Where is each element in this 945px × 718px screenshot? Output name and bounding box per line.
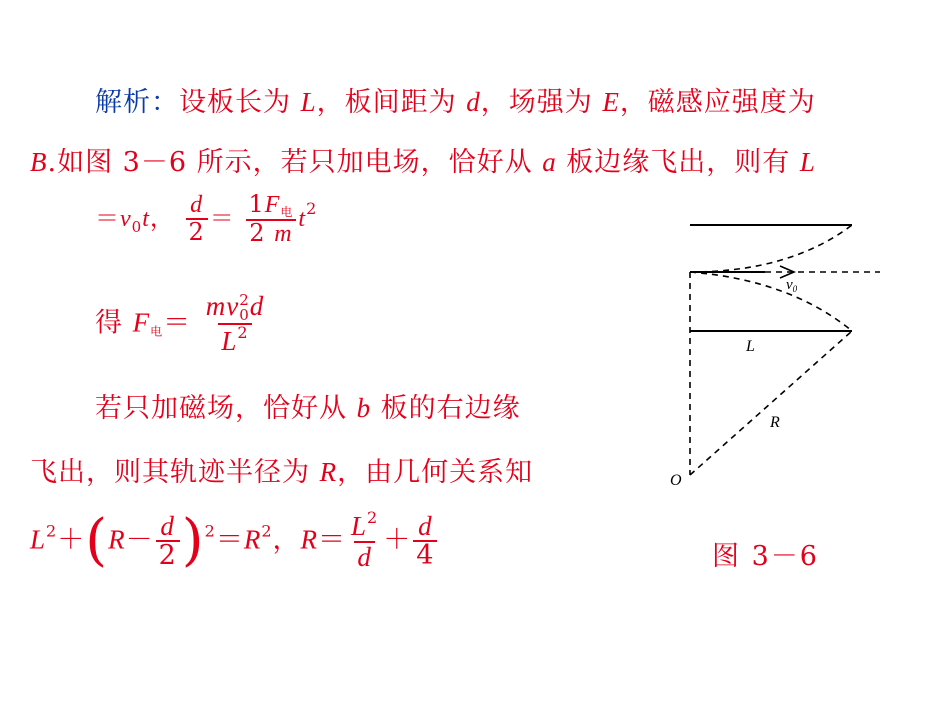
equation-electric-1: $=v_0t$， $\frac{d}{2}$ ＝ $\frac{\text{1F电}}{2 m}$ $t^2$ [95,190,318,247]
solution-line-1: 解析：设板长为 L，板间距为 d，场强为 E，磁感应强度为 [95,87,816,118]
figure-3-6 [660,205,920,505]
equation-electric-force: 得 F电＝ mv 2 0 d $L^2$ [95,292,269,356]
label-R: R [770,414,780,431]
lower-trajectory [690,272,852,331]
figure-caption: 图 3－6 [712,541,819,572]
equation-geometry: $L^2+(R-$ $\frac{d}{2}$ )$^2=R^2$，R＝ $\frac{L^2}{d}$ ＋ $\frac{d}{4}$ [30,510,439,572]
fraction-d-over-2-b: $\frac{d}{2}$ [156,512,180,571]
label-O: O [670,472,682,489]
label-L: L [746,338,755,355]
upper-trajectory [690,225,852,272]
solution-label: 解析： [95,87,179,118]
fraction-d-over-4: $\frac{d}{4}$ [413,512,437,571]
fraction-F-over-2m: $\frac{\text{1F电}}{2 m}$ [245,192,296,247]
fraction-L2-over-d: $\frac{L^2}{d}$ [351,508,379,573]
fraction-d-over-2: $\frac{d}{2}$ [186,193,208,245]
label-v0: $v_0$ [786,277,798,294]
radius-dashed-line [690,331,852,475]
solution-line-magnetic-2: 飞出，则其轨迹半径为 R，由几何关系知 [30,457,534,488]
fraction-mv2d-over-L2: mv 2 0 d $L^2$ [205,290,265,356]
solution-line-magnetic-1: 若只加磁场，恰好从 b 板的右边缘 [95,393,521,424]
solution-line-2: B.如图 3－6 所示，若只加电场，恰好从 a 板边缘飞出，则有 L [30,147,816,178]
